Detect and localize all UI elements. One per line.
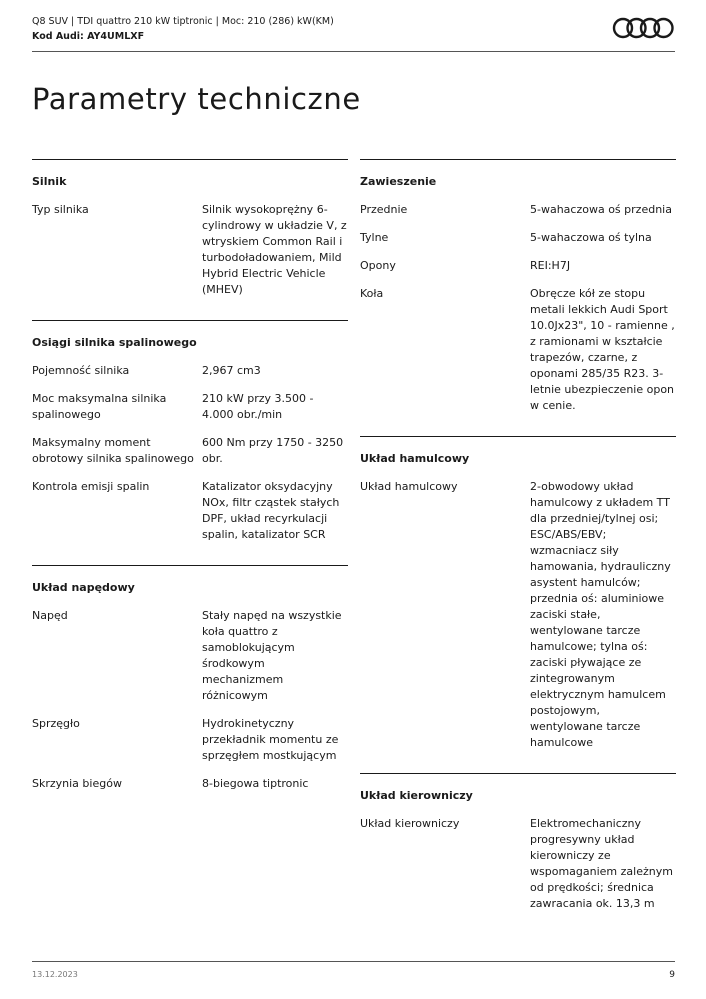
- spec-row: [32, 363, 348, 379]
- section-title: Układ kierowniczy: [360, 789, 473, 802]
- section-title: Układ napędowy: [32, 581, 135, 594]
- footer-date: 13.12.2023: [32, 970, 78, 979]
- model-line: Q8 SUV | TDI quattro 210 kW tiptronic | Moc: 210 (286) kW(KM): [32, 16, 334, 27]
- spec-label: Pojemność silnika: [32, 364, 130, 377]
- spec-label: Moc maksymalna silnika spalinowego: [32, 392, 167, 421]
- spec-value: 2-obwodowy układ hamulcowy z układem TT dla przedniej/tylnej osi; ESC/ABS/EBV; wzmacniacz siły hamowania, hydrauliczny asystent hamulców; przednia oś: aluminiowe zaciski stałe, wentylowane tarcze hamulcowe; tylna oś: zaciski pływające ze zintegrowanym elektrycznym hamulcem postojowym, wentylowane tarcze hamulcowe: [530, 480, 671, 749]
- spec-section: [32, 159, 348, 320]
- section-title: Zawieszenie: [360, 175, 437, 188]
- section-title: Układ hamulcowy: [360, 452, 470, 465]
- spec-row: [360, 202, 676, 218]
- spec-label: Układ hamulcowy: [360, 480, 458, 493]
- spec-value: 210 kW przy 3.500 - 4.000 obr./min: [202, 392, 314, 421]
- spec-value: REI:H7J: [530, 259, 571, 272]
- spec-row: [360, 286, 676, 414]
- spec-row: [32, 435, 348, 467]
- spec-row: [32, 391, 348, 423]
- spec-label: Skrzynia biegów: [32, 777, 122, 790]
- audi-rings-logo-icon: [612, 15, 675, 41]
- spec-row: [32, 479, 348, 543]
- spec-value: Silnik wysokoprężny 6-cylindrowy w układzie V, z wtryskiem Common Rail i turbodoładowaniem, Mild Hybrid Electric Vehicle (MHEV): [202, 203, 347, 296]
- spec-label: Koła: [360, 287, 384, 300]
- spec-value: 5-wahaczowa oś przednia: [530, 203, 672, 216]
- document-header: [32, 14, 334, 44]
- spec-section: [32, 565, 348, 814]
- spec-row: [360, 816, 676, 912]
- spec-label: Kontrola emisji spalin: [32, 480, 150, 493]
- page-title: Parametry techniczne: [32, 82, 361, 116]
- spec-value: Obręcze kół ze stopu metali lekkich Audi Sport 10.0Jx23", 10 - ramienne , z ramionami w kształcie trapezów, czarne, z oponami 285/35 R23. 3-letnie ubezpieczenie opon w cenie.: [530, 287, 675, 412]
- spec-value: Elektromechaniczny progresywny układ kierowniczy ze wspomaganiem zależnym od prędkości; średnica zawracania ok. 13,3 m: [530, 817, 673, 910]
- spec-row: [360, 479, 676, 751]
- spec-row: [32, 202, 348, 298]
- right-column: [360, 159, 676, 934]
- spec-label: Przednie: [360, 203, 408, 216]
- left-column: [32, 159, 348, 814]
- spec-label: Napęd: [32, 609, 68, 622]
- spec-row: [360, 230, 676, 246]
- spec-row: [32, 716, 348, 764]
- audi-code-line: Kod Audi: AY4UMLXF: [32, 31, 145, 42]
- spec-value: Stały napęd na wszystkie koła quattro z samoblokującym środkowym mechanizmem różnicowym: [202, 609, 342, 702]
- spec-value: Katalizator oksydacyjny NOx, filtr cząstek stałych DPF, układ recyrkulacji spalin, katalizator SCR: [202, 480, 340, 541]
- spec-value: Hydrokinetyczny przekładnik momentu ze sprzęgłem mostkującym: [202, 717, 339, 762]
- spec-label: Układ kierowniczy: [360, 817, 460, 830]
- spec-section: [32, 320, 348, 565]
- spec-label: Maksymalny moment obrotowy silnika spalinowego: [32, 436, 194, 465]
- spec-section: [360, 773, 676, 934]
- footer-divider: [32, 961, 675, 962]
- spec-section: [360, 159, 676, 436]
- spec-row: [32, 776, 348, 792]
- spec-label: Typ silnika: [32, 203, 89, 216]
- spec-row: [360, 258, 676, 274]
- spec-row: [32, 608, 348, 704]
- spec-label: Opony: [360, 259, 396, 272]
- header-divider: [32, 51, 675, 52]
- section-title: Osiągi silnika spalinowego: [32, 336, 197, 349]
- spec-label: Tylne: [360, 231, 389, 244]
- spec-value: 600 Nm przy 1750 - 3250 obr.: [202, 436, 344, 465]
- spec-value: 2,967 cm3: [202, 364, 261, 377]
- page-number: 9: [669, 970, 675, 980]
- spec-section: [360, 436, 676, 773]
- section-title: Silnik: [32, 175, 67, 188]
- spec-value: 8-biegowa tiptronic: [202, 777, 309, 790]
- spec-value: 5-wahaczowa oś tylna: [530, 231, 652, 244]
- spec-label: Sprzęgło: [32, 717, 80, 730]
